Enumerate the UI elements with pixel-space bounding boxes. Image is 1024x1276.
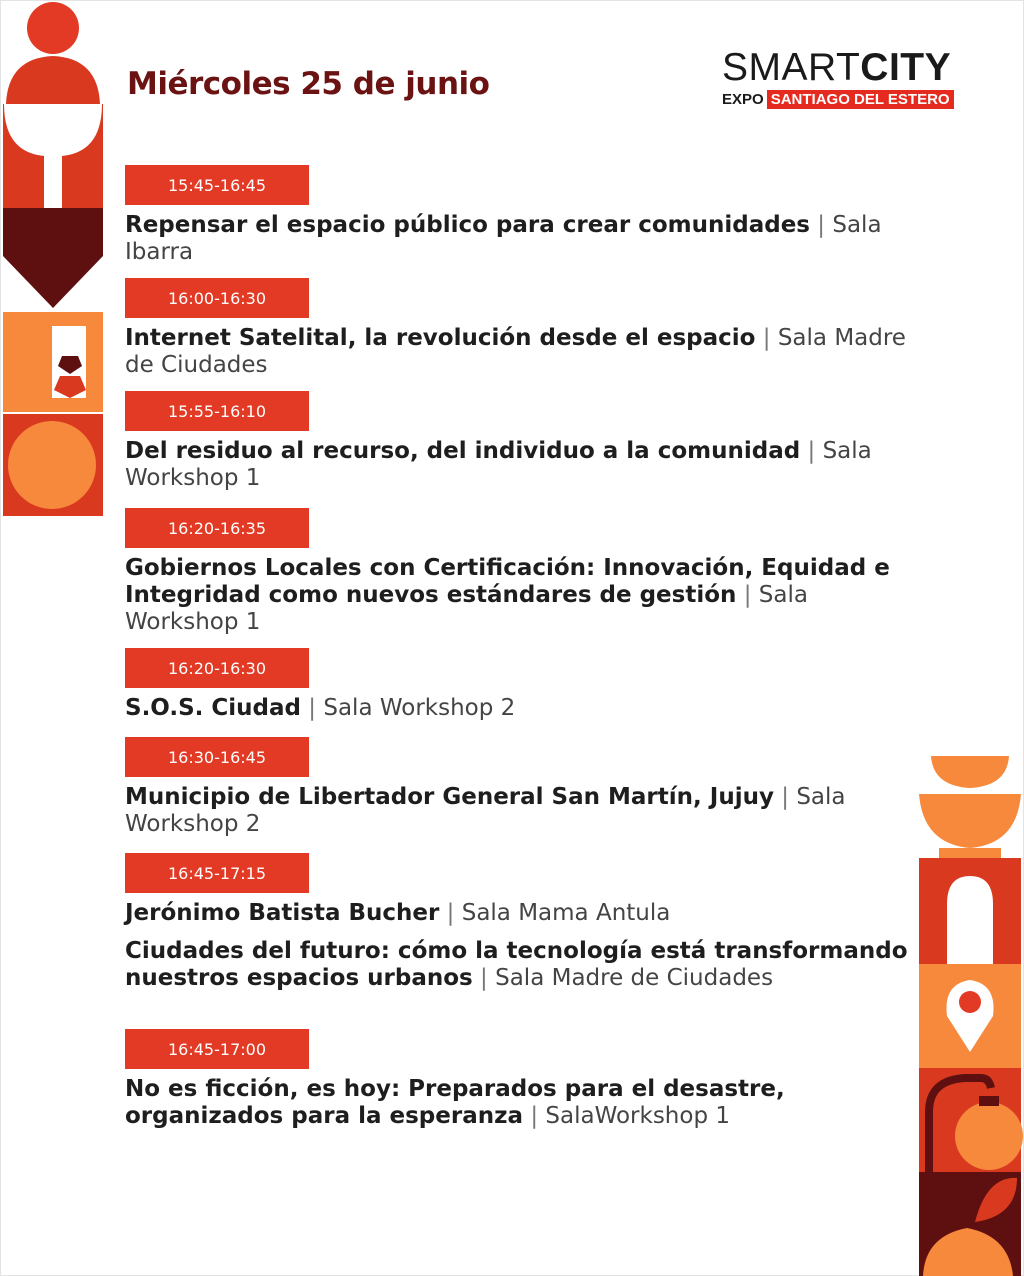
location-pin-icon [919,964,1021,1068]
leaf-icon [919,1172,1021,1276]
separator: | [308,695,317,721]
logo-city: CITY [860,46,952,89]
page-title: Miércoles 25 de junio [127,66,490,102]
arch-door-icon [919,858,1021,964]
separator: | [781,784,790,810]
session-room: Sala Workshop 1 [125,438,872,491]
session-title: Repensar el espacio público para crear comunidades [125,212,810,238]
separator: | [762,325,771,351]
session-item [125,438,915,492]
time-badge: 16:45-17:15 [125,853,309,893]
separator: | [743,582,752,608]
session-room: Sala Workshop 2 [125,784,846,837]
logo-subtitle [722,90,982,110]
time-badge: 16:45-17:00 [125,1029,309,1069]
logo-place: SANTIAGO DEL ESTERO [767,90,954,109]
session-item [125,212,915,266]
heart-icon [3,208,103,310]
session-title: Jerónimo Batista Bucher [125,900,440,926]
time-badge: 16:20-16:35 [125,508,309,548]
separator: | [817,212,826,238]
session-title: S.O.S. Ciudad [125,695,301,721]
session-room: Sala Madre de Ciudades [495,965,774,991]
session-title: Gobiernos Locales con Certificación: Innovación, Equidad e Integridad como nuevos estándares de gestión [125,555,890,608]
left-decoration [0,0,106,520]
time-badge: 16:30-16:45 [125,737,309,777]
window-figure-icon [3,312,103,412]
session-item [125,555,915,636]
person-icon [6,2,100,104]
separator: | [807,438,816,464]
separator: | [446,900,455,926]
session-title: Ciudades del futuro: cómo la tecnología está transformando nuestros espacios urbanos [125,938,908,991]
session-room: Sala Mama Antula [461,900,671,926]
session-item [125,695,915,722]
session-item [125,325,915,379]
session-item [125,784,915,838]
time-badge: 16:20-16:30 [125,648,309,688]
pot-icon [919,1068,1023,1172]
time-badge: 15:45-16:45 [125,165,309,205]
separator: | [480,965,488,991]
session-room: Sala Workshop 1 [125,582,808,635]
time-badge: 15:55-16:10 [125,391,309,431]
session-room: Sala Madre de Ciudades [125,325,906,378]
session-item [125,1076,915,1130]
logo-expo: EXPO [722,91,764,108]
session-title: Municipio de Libertador General San Martín, Jujuy [125,784,774,810]
separator: | [530,1103,539,1129]
session-title: Del residuo al recurso, del individuo a la comunidad [125,438,801,464]
wine-glass-icon [3,104,103,208]
session-title: No es ficción, es hoy: Preparados para el desastre, organizados para la esperanza [125,1076,785,1129]
logo-wordmark [722,46,982,89]
bowl-icon [919,756,1021,858]
session-room: Sala Workshop 2 [323,695,516,721]
session-room: SalaWorkshop 1 [545,1103,731,1129]
sun-circle-icon [3,414,103,516]
session-item [125,938,915,992]
right-decoration [917,752,1024,1276]
smartcity-logo [722,46,982,112]
session-room: Sala Ibarra [125,212,882,265]
session-item [125,900,915,927]
logo-smart: SMART [722,46,861,89]
time-badge: 16:00-16:30 [125,278,309,318]
session-title: Internet Satelital, la revolución desde el espacio [125,325,756,351]
